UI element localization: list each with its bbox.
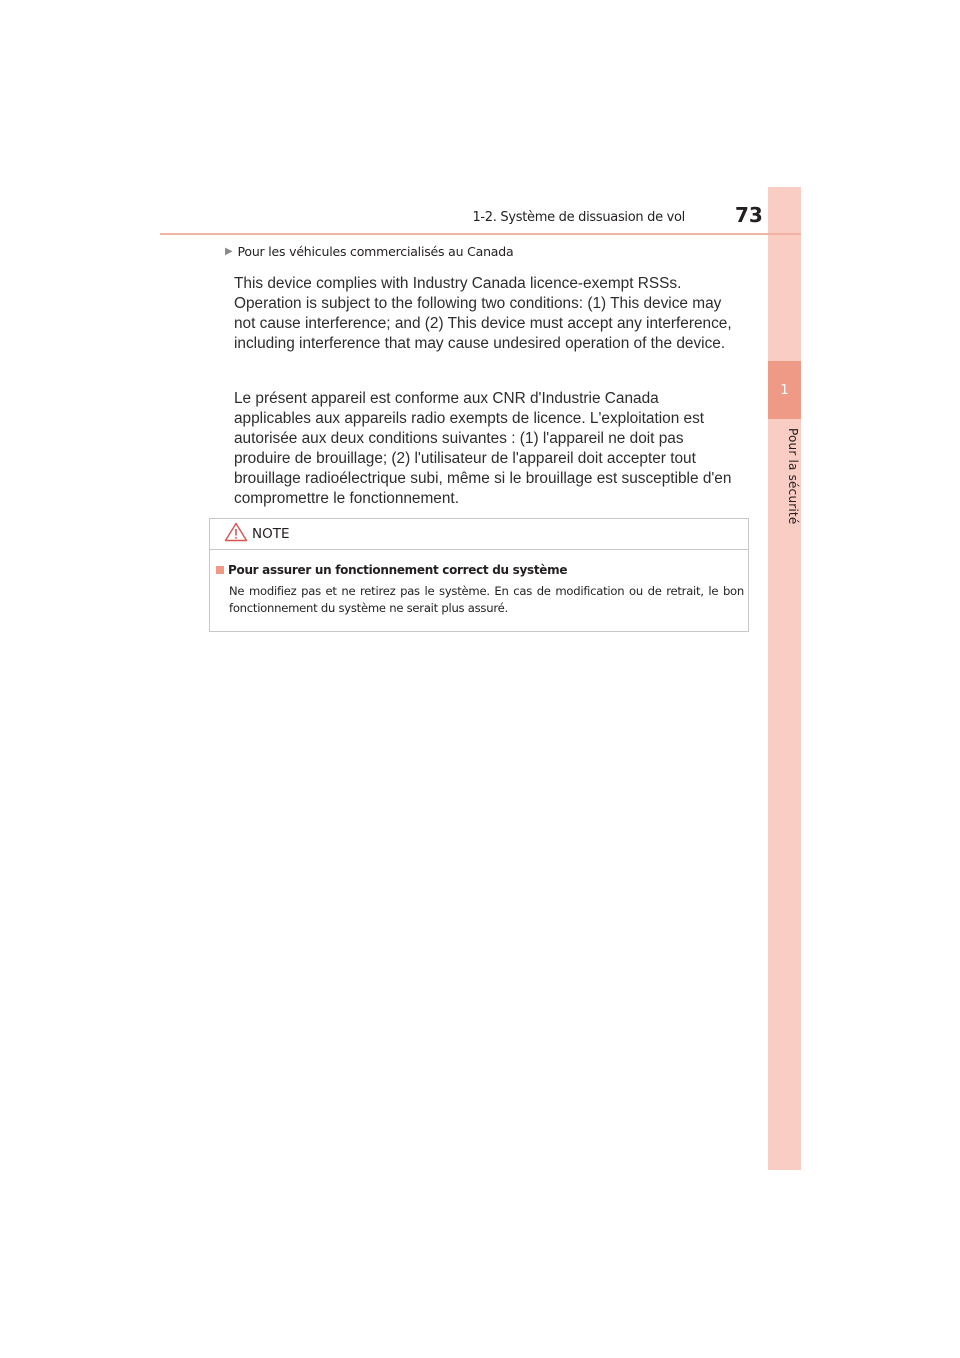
triangle-arrow-icon: ▶: [225, 246, 233, 257]
page-number: 73: [735, 203, 763, 227]
side-band: [768, 187, 801, 1170]
section-title: 1-2. Système de dissuasion de vol: [472, 210, 685, 225]
note-subtitle: [216, 563, 744, 577]
market-label: Pour les véhicules commercialisés au Canada: [237, 244, 514, 259]
chapter-tab[interactable]: [768, 361, 801, 419]
note-title: NOTE: [252, 526, 290, 542]
note-subtitle-text: Pour assurer un fonctionnement correct du système: [228, 563, 568, 577]
note-text: Ne modifiez pas et ne retirez pas le système. En cas de modification ou de retrait, le bon fonctionnement du système ne serait plus assuré.: [229, 584, 744, 615]
warning-triangle-icon: [224, 522, 248, 547]
header-rule: [160, 233, 801, 235]
notice-english: This device complies with Industry Canada licence-exempt RSSs. Operation is subject to the following two conditions: (1) This device may not cause interference; and (2) This device must accept any interference, including interference that may cause undesired operation of the device.: [234, 275, 732, 352]
note-header: [210, 519, 748, 550]
note-box: [209, 518, 749, 632]
square-bullet-icon: [216, 566, 224, 574]
note-body: [216, 563, 744, 616]
notice-french: Le présent appareil est conforme aux CNR d'Industrie Canada applicables aux appareils radio exempts de licence. L'exploitation est autorisée aux deux conditions suivantes : (1) l'appareil ne doit pas produire de brouillage; (2) l'utilisateur de l'appareil doit accepter tout brouillage radioélectrique subi, même si le brouillage est susceptible d'en compromettre le fonctionnement.: [234, 390, 732, 507]
market-line: [225, 244, 513, 259]
chapter-label: Pour la sécurité: [786, 428, 800, 525]
chapter-number: 1: [780, 382, 789, 398]
